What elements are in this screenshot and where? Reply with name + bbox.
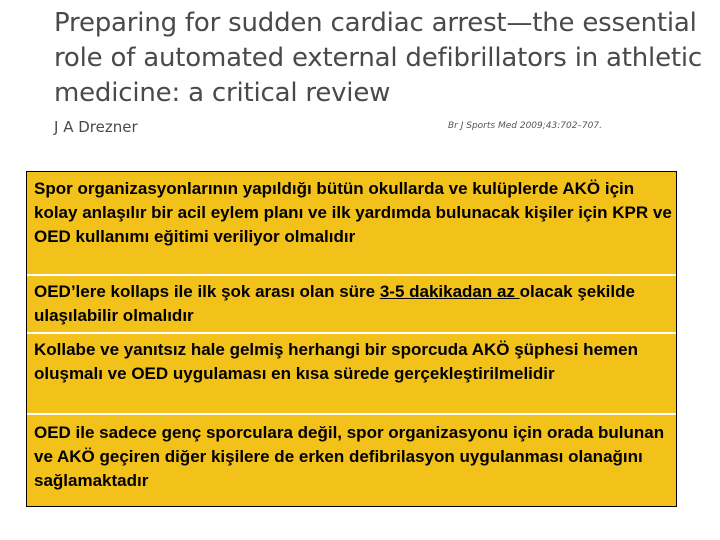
summary-separator-2	[27, 332, 676, 334]
summary-point-2	[34, 280, 674, 328]
summary-point-3: Kollabe ve yanıtsız hale gelmiş herhangi bir sporcuda AKÖ şüphesi hemen oluşmalı ve OED uygulaması en kısa sürede gerçekleştirilmelidir	[34, 340, 638, 383]
summary-point-2-underlined-text: 3-5 dakikadan az	[379, 282, 520, 301]
paper-author: J A Drezner	[54, 118, 138, 136]
summary-separator-1	[27, 274, 676, 276]
summary-box	[26, 171, 677, 507]
paper-title-line-3: medicine: a critical review	[54, 78, 391, 108]
paper-title	[54, 6, 702, 111]
summary-point-2-text-before: OED’lere kollaps ile ilk şok arası olan süre	[34, 282, 380, 301]
paper-title-line-2: role of automated external defibrillators in athletic	[54, 43, 702, 73]
summary-point-1: Spor organizasyonlarının yapıldığı bütün okullarda ve kulüplerde AKÖ için kolay anlaşılır bir acil eylem planı ve ilk yardımda bulunacak kişiler için KPR ve OED kullanımı eğitimi veriliyor olmalıdır	[34, 179, 672, 246]
journal-citation: Br J Sports Med 2009;43:702–707.	[448, 121, 602, 131]
summary-point-2-text-after: olacak şekilde ulaşılabilir olmalıdır	[34, 282, 635, 325]
paper-title-line-1: Preparing for sudden cardiac arrest—the essential	[54, 8, 697, 38]
summary-separator-3	[27, 413, 676, 415]
summary-point-4: OED ile sadece genç sporculara değil, spor organizasyonu için orada bulunan ve AKÖ geçiren diğer kişilere de erken defibrilasyon uygulanması olanağını sağlamaktadır	[34, 423, 665, 490]
